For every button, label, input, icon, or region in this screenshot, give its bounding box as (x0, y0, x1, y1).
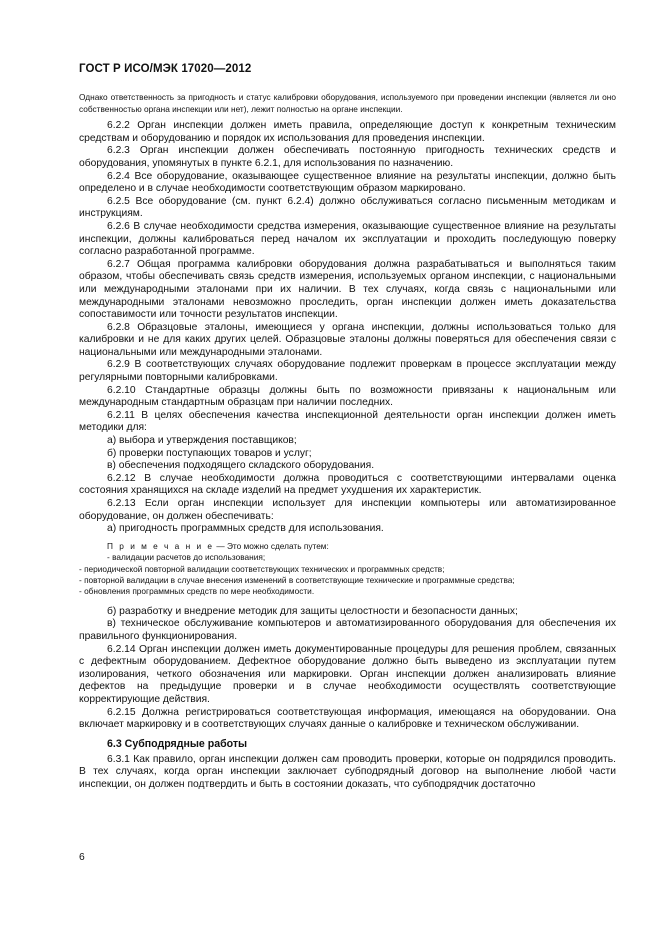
page-number: 6 (79, 852, 85, 863)
clause-6-2-13: 6.2.13 Если орган инспекции использует для инспекции компьютеры или автоматизированное оборудование, он должен обеспечивать: (79, 498, 616, 522)
document-header: ГОСТ Р ИСО/МЭК 17020—2012 (79, 63, 252, 75)
section-heading-6-3: 6.3 Субподрядные работы (107, 737, 248, 750)
clause-6-2-9: 6.2.9 В соответствующих случаях оборудование подлежит проверкам в процессе эксплуатации между регулярными повторными калибровками. (79, 359, 616, 384)
list-item: б) проверки поступающих товаров и услуг; (107, 447, 312, 459)
list-item: б) разработку и внедрение методик для защиты целостности и безопасности данных; (107, 605, 518, 617)
clause-6-2-7: 6.2.7 Общая программа калибровки оборудования должна разрабатываться и выполняться таким образом, чтобы обеспечивать связь средств измерения, используемых органом инспекции, с национальными или международными эталонами при их наличии. В тех случаях, когда связь с национальными или международными эталонами невозможно проследить, орган инспекции должен иметь доказательства сопоставимости или точности результатов инспекции. (79, 258, 616, 321)
list-item: в) техническое обслуживание компьютеров и автоматизированного оборудования для обеспечения их правильного функционирования. (79, 618, 616, 642)
clause-6-2-10: 6.2.10 Стандартные образцы должны быть по возможности привязаны к национальным или международным стандартным образцам при наличии последних. (79, 384, 616, 409)
clause-6-2-14: 6.2.14 Орган инспекции должен иметь документированные процедуры для решения проблем, связанных с дефектным оборудованием. Дефектное оборудование должно быть выведено из эксплуатации путем изолирования, четкого обозначения или маркировки. Орган инспекции должен анализировать влияние дефектов на предыдущие проверки и в случае необходимости осуществлять соответствующие корректирующие действия. (79, 643, 616, 705)
note-block (79, 541, 616, 598)
note-title: — Это можно сделать путем: (214, 540, 329, 551)
clause-6-2-4: 6.2.4 Все оборудование, оказывающее существенное влияние на результаты инспекции, должно быть определено и в случае необходимости соответствующим образом маркировано. (79, 170, 616, 195)
intro-paragraph: Однако ответственность за пригодность и статус калибровки оборудования, используемого при проведении инспекции (является ли оно собственностью органа инспекции или нет), лежит полностью на органе инспекции. (79, 92, 616, 114)
note-item: - периодической повторной валидации соответствующих технических и программных средств; (79, 563, 445, 574)
clause-6-2-12: 6.2.12 В случае необходимости должна проводиться с соответствующими интервалами оценка состояния хранящихся на складе изделий на предмет ухудшения их характеристик. (79, 472, 616, 497)
clause-6-2-8: 6.2.8 Образцовые эталоны, имеющиеся у органа инспекции, должны использоваться только для калибровки и не для каких других целей. Образцовые эталоны должны поверяться для обеспечения связи с национальными или международными эталонами. (79, 321, 616, 358)
clause-6-2-2: 6.2.2 Орган инспекции должен иметь правила, определяющие доступ к конкретным техническим средствам и оборудованию и порядок их использования для проведения инспекции. (79, 120, 616, 144)
note-item: - валидации расчетов до использования; (107, 552, 266, 563)
list-item: а) выбора и утверждения поставщиков; (107, 435, 297, 447)
document-page (79, 63, 616, 792)
clause-6-2-11: 6.2.11 В целях обеспечения качества инспекционной деятельности орган инспекции должен иметь методики для: (79, 409, 616, 434)
list-item: в) обеспечения подходящего складского оборудования. (107, 460, 375, 472)
clause-6-2-5: 6.2.5 Все оборудование (см. пункт 6.2.4) должно обслуживаться согласно письменным методикам и инструкциям. (79, 195, 616, 220)
note-item: - повторной валидации в случае внесения изменений в соответствующие технические и программные средства; (79, 575, 515, 585)
clause-6-2-15: 6.2.15 Должна регистрироваться соответствующая информация, имеющаяся на оборудовании. Она включает маркировку и в соответствующих случаях данные о калибровке и техническом обслуживании. (79, 706, 616, 731)
list-item: а) пригодность программных средств для использования. (107, 523, 384, 535)
clause-6-2-6: 6.2.6 В случае необходимости средства измерения, оказывающие существенное влияние на результаты инспекции, должны калиброваться перед началом их эксплуатации и проходить последующую поверку согласно разработанной программе. (79, 220, 616, 258)
note-item: - обновления программных средств по мере необходимости. (79, 586, 315, 597)
clause-6-3-1: 6.3.1 Как правило, орган инспекции должен сам проводить проверки, которые он подрядился проводить. В тех случаях, когда орган инспекции заключает субподрядный договор на выполнение любой части инспекции, он должен подтвердить и быть в состоянии доказать, что субподрядчик достаточно (79, 753, 616, 790)
note-label: П р и м е ч а н и е (107, 540, 215, 551)
clause-6-2-3: 6.2.3 Орган инспекции должен обеспечивать постоянную пригодность технических средств и оборудования, упомянутых в пункте 6.2.1, для использования по назначению. (79, 145, 616, 169)
